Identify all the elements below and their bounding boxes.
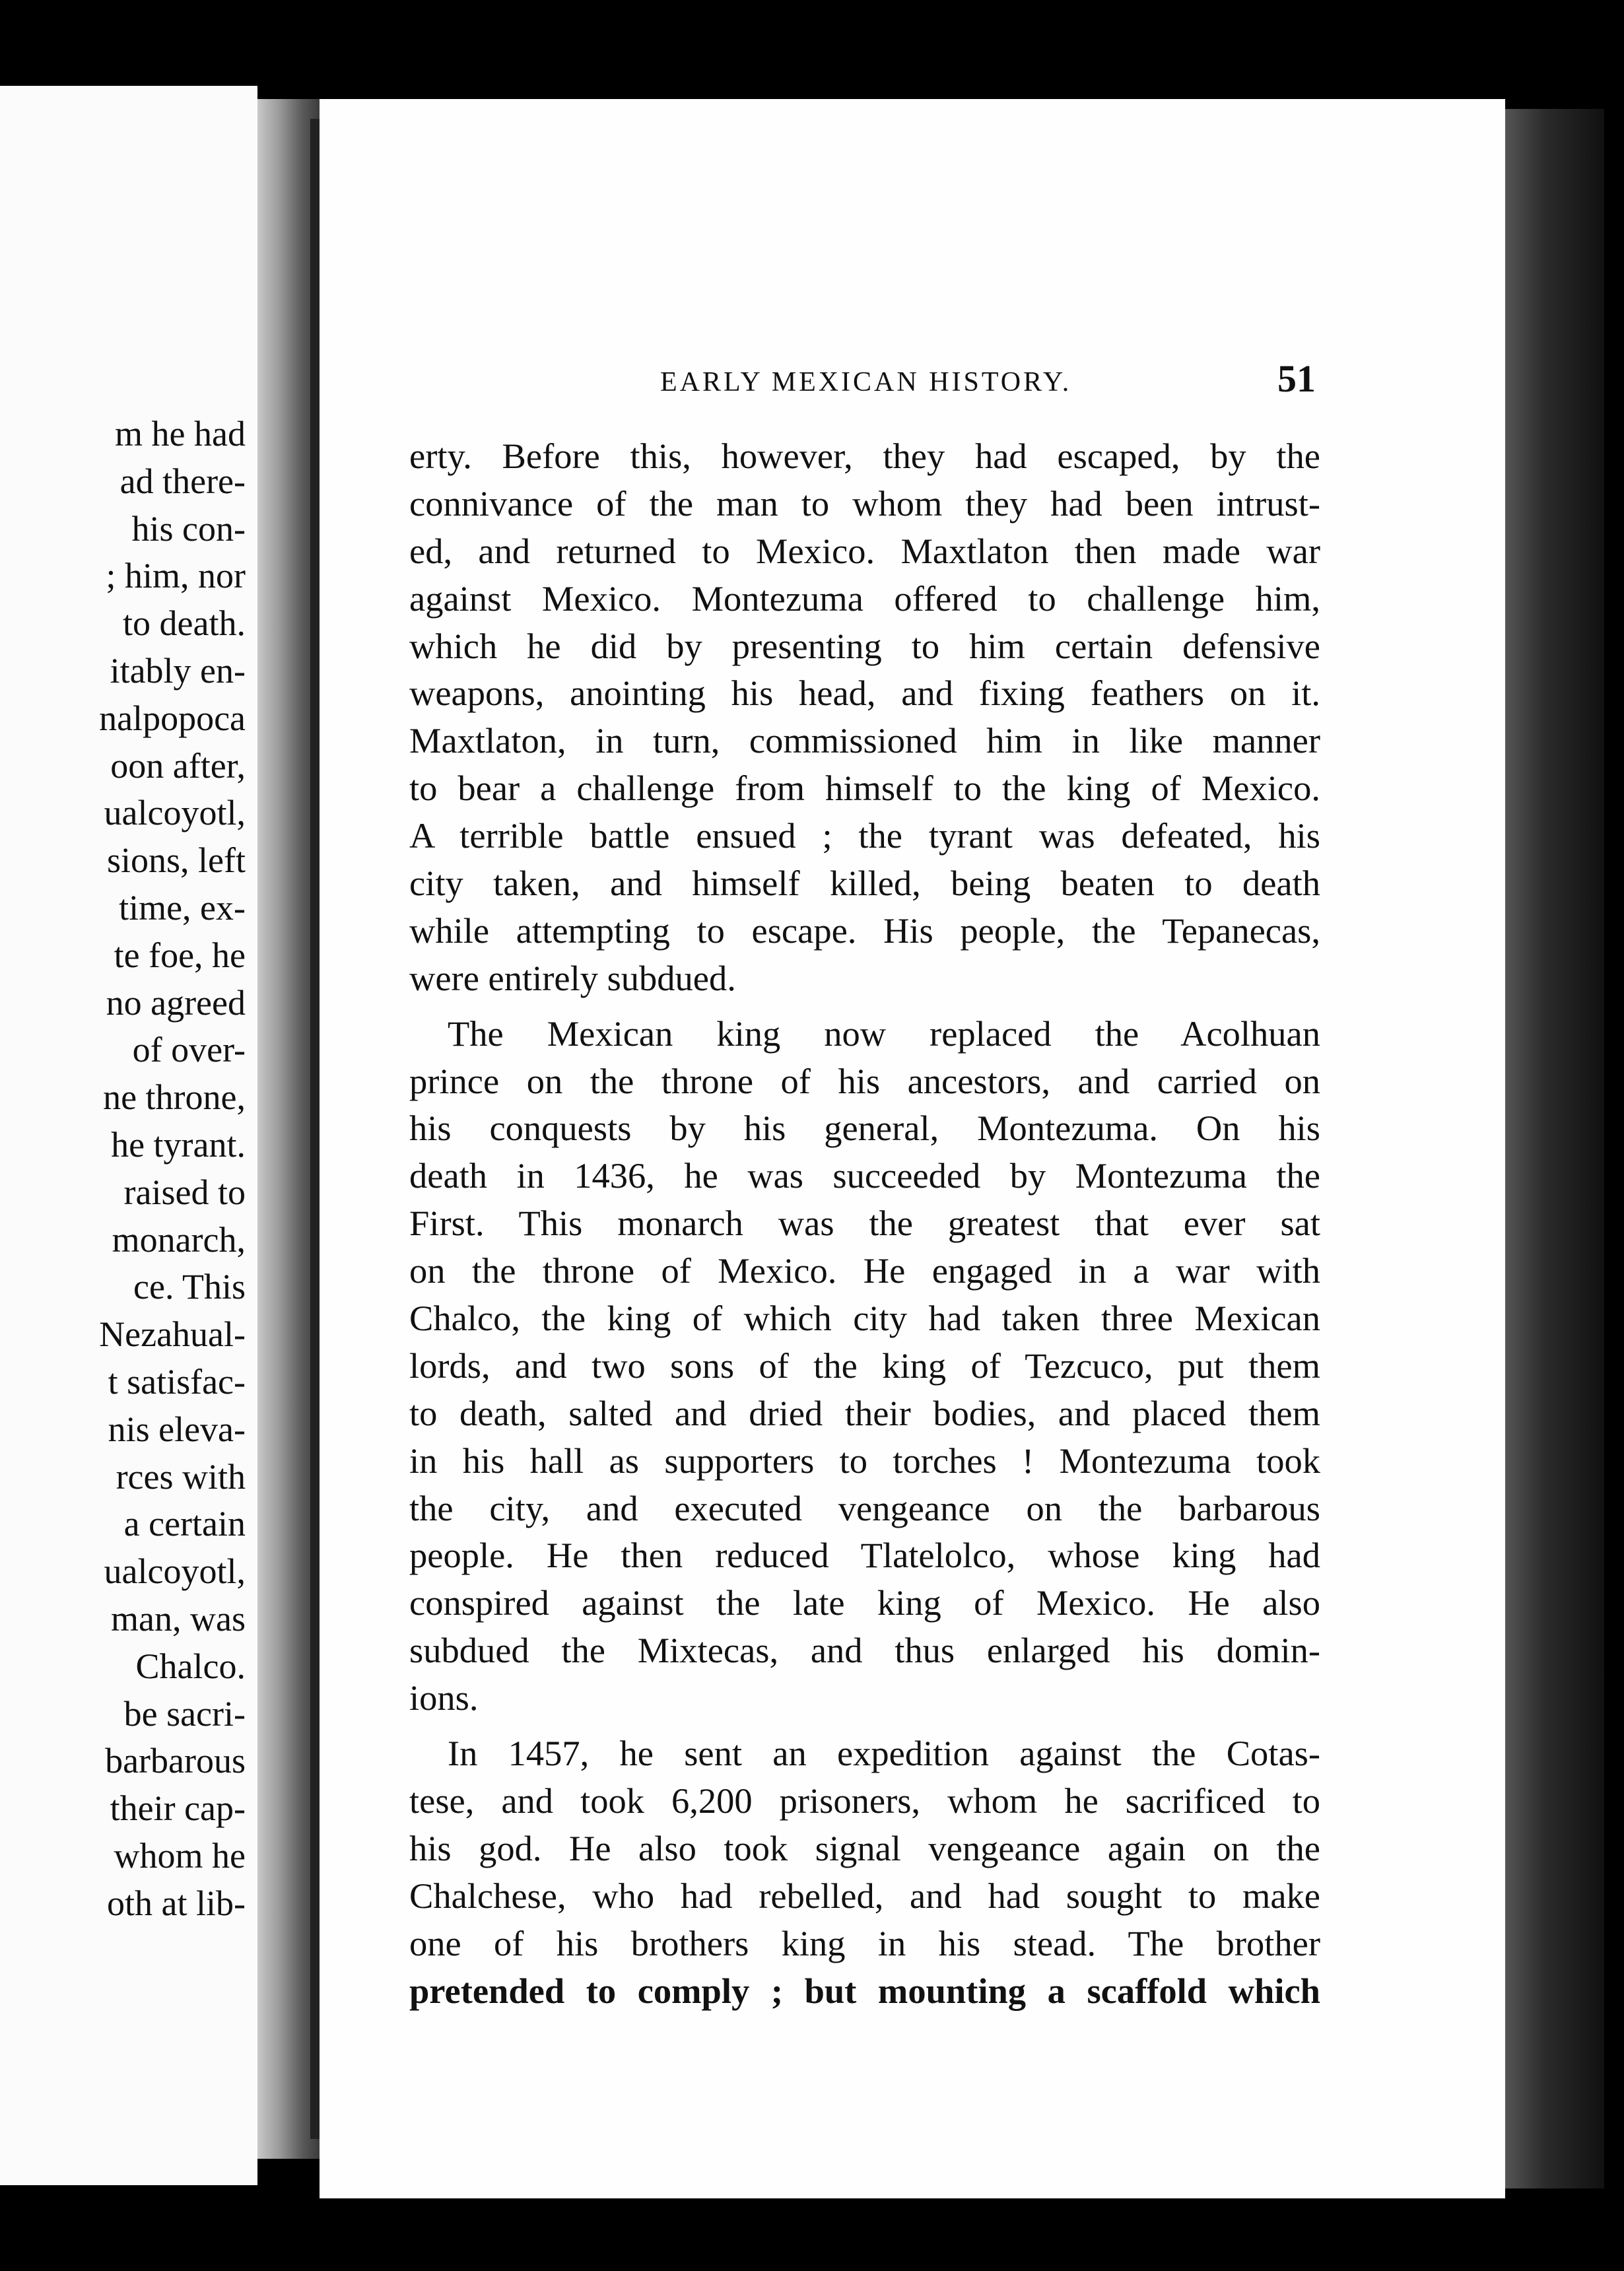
text-line: while attempting to escape. His people, the Tepanecas, [409,910,1320,951]
left-page-line: nalpopoca [99,698,246,738]
left-page-line: ad there- [119,461,246,501]
gutter-shadow [310,119,320,2139]
text-line: In 1457, he sent an expedition against the Cotas- [448,1733,1320,1774]
paragraph-gap [409,1002,1320,1010]
left-page-line: rces with [116,1456,246,1497]
body-text [409,432,1320,2014]
left-page-line: man, was [111,1598,246,1639]
text-line: one of his brothers king in his stead. The brother [409,1922,1320,1963]
paragraph [409,1730,1320,2014]
left-page-line: itably en- [110,650,246,691]
text-line: connivance of the man to whom they had been intrust- [409,483,1320,524]
text-line: The Mexican king now replaced the Acolhuan [448,1013,1320,1054]
left-page-line: m he had [115,414,246,454]
left-page-text [99,411,246,1928]
left-page-line: monarch, [112,1219,246,1260]
left-page-line: nis eleva- [108,1409,246,1449]
left-page-line: to death. [123,603,246,644]
left-page-line: oon after, [110,745,246,786]
text-line: on the throne of Mexico. He engaged in a war with [409,1250,1320,1291]
left-page-line: sions, left [107,840,246,881]
left-page-line: ne throne, [103,1077,246,1118]
text-line: First. This monarch was the greatest that ever sat [409,1203,1320,1244]
text-line: which he did by presenting to him certain defensive [409,625,1320,666]
left-page-line: raised to [123,1172,246,1212]
text-line: prince on the throne of his ancestors, and carried on [409,1060,1320,1101]
text-line: ions. [409,1678,479,1718]
text-line: were entirely subdued. [409,957,736,998]
left-page-line: te foe, he [114,935,246,975]
page-stack-edge [1505,109,1604,2188]
paragraph [409,1010,1320,1722]
left-page-line: no agreed [106,982,246,1023]
text-line: Chalco, the king of which city had taken three Mexican [409,1298,1320,1339]
text-line: to bear a challenge from himself to the king of Mexico. [409,768,1320,809]
left-page [0,86,257,2185]
left-page-line: ualcoyotl, [104,1551,246,1592]
text-line: tese, and took 6,200 prisoners, whom he sacrificed to [409,1780,1320,1821]
text-line: pretended to comply ; but mounting a scaffold which [409,1970,1320,2011]
text-line: his god. He also took signal vengeance again on the [409,1827,1320,1868]
left-page-line: Chalco. [135,1646,246,1686]
text-line: the city, and executed vengeance on the barbarous [409,1487,1320,1528]
left-page-line: ualcoyotl, [104,793,246,833]
text-line: in his hall as supporters to torches ! Montezuma took [409,1440,1320,1481]
text-line: lords, and two sons of the king of Tezcuco, put them [409,1345,1320,1386]
left-page-line: oth at lib- [107,1883,246,1923]
text-line: to death, salted and dried their bodies, and placed them [409,1392,1320,1433]
left-page-line: be sacri- [123,1693,246,1734]
text-line: weapons, anointing his head, and fixing feathers on it. [409,673,1320,714]
running-head: EARLY MEXICAN HISTORY. [660,367,1072,397]
text-line: against Mexico. Montezuma offered to challenge him, [409,578,1320,619]
left-page-line: he tyrant. [111,1124,246,1165]
left-page-line: ; him, nor [106,556,246,596]
text-line: Maxtlaton, in turn, commissioned him in like manner [409,720,1320,761]
text-line: his conquests by his general, Montezuma. On his [409,1108,1320,1149]
left-page-line: their cap- [110,1788,246,1829]
text-line: death in 1436, he was succeeded by Montezuma the [409,1155,1320,1196]
left-page-line: barbarous [105,1741,246,1781]
left-page-line: whom he [114,1835,246,1876]
left-page-line: his con- [131,508,246,549]
text-line: subdued the Mixtecas, and thus enlarged his domin- [409,1630,1320,1671]
text-line: erty. Before this, however, they had escaped, by the [409,436,1320,476]
page-number: 51 [1277,357,1316,400]
left-page-line: a certain [123,1504,246,1544]
text-line: people. He then reduced Tlatelolco, whose king had [409,1535,1320,1576]
left-page-line: of over- [132,1030,246,1070]
text-line: conspired against the late king of Mexico. He also [409,1582,1320,1623]
left-page-line: t satisfac- [108,1361,246,1402]
left-page-line: time, ex- [119,887,246,928]
text-line: A terrible battle ensued ; the tyrant was defeated, his [409,815,1320,856]
left-page-line: Nezahual- [99,1314,246,1355]
text-line: city taken, and himself killed, being beaten to death [409,863,1320,904]
left-page-line: ce. This [133,1267,246,1307]
text-line: Chalchese, who had rebelled, and had sought to make [409,1875,1320,1916]
paragraph-gap [409,1722,1320,1730]
paragraph [409,432,1320,1002]
text-line: ed, and returned to Mexico. Maxtlaton then made war [409,530,1320,571]
